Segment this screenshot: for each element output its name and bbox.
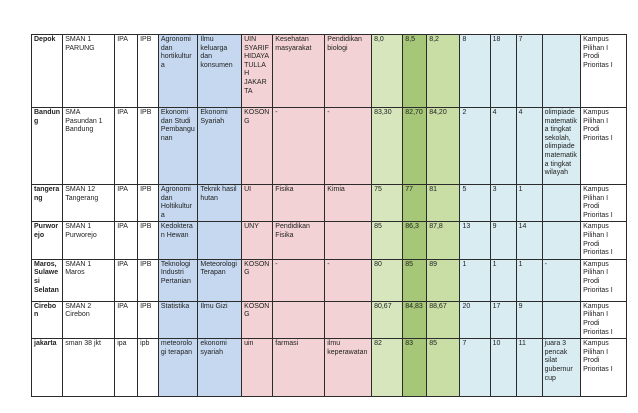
cell-n2: 85 xyxy=(403,259,427,301)
cell-kota: Bandung xyxy=(32,108,63,185)
cell-prestasi xyxy=(542,222,580,259)
cell-univ: uin xyxy=(242,339,273,397)
cell-p1: 7 xyxy=(460,339,490,397)
cell-prestasi: - xyxy=(542,259,580,301)
cell-n2: 84,83 xyxy=(403,301,427,338)
cell-prestasi: olimpiade matematika tingkat sekolah, olimpiade matematika tingkat wilayah xyxy=(542,108,580,185)
cell-prodi3: Kesehatan masyarakat xyxy=(273,35,325,108)
cell-prodi4: Kimia xyxy=(325,185,372,222)
table-row xyxy=(32,301,627,338)
cell-univ: KOSONG xyxy=(242,108,273,185)
cell-n2: 82,70 xyxy=(403,108,427,185)
cell-prodi1: meteorologi terapan xyxy=(158,339,198,397)
cell-prodi1: Ekonomi dan Studi Pembangunan xyxy=(158,108,198,185)
cell-n1: 8,0 xyxy=(372,35,403,108)
cell-p1: 1 xyxy=(460,259,490,301)
cell-p3: 7 xyxy=(516,35,542,108)
cell-kota: Purworejo xyxy=(32,222,63,259)
cell-n3: 84,20 xyxy=(427,108,460,185)
cell-p1: 8 xyxy=(460,35,490,108)
cell-prestasi: juara 3 pencak silat gubernur cup xyxy=(542,339,580,397)
cell-prodi3: - xyxy=(273,108,325,185)
cell-ket: Kampus Pilihan I Prodi Prioritas I xyxy=(581,35,627,108)
cell-prodi1: Agronomi dan Holtikultura xyxy=(158,185,198,222)
cell-jalur: IPB xyxy=(138,185,159,222)
cell-p2: 18 xyxy=(490,35,516,108)
cell-n3: 85 xyxy=(427,339,460,397)
cell-ket: Kampus Pilihan I Prodi Prioritas I xyxy=(581,301,627,338)
cell-n1: 80,67 xyxy=(372,301,403,338)
cell-jurusan: IPA xyxy=(115,185,138,222)
table-row xyxy=(32,339,627,397)
cell-univ: UNY xyxy=(242,222,273,259)
cell-prodi2: Ekonomi Syariah xyxy=(198,108,242,185)
cell-n1: 82 xyxy=(372,339,403,397)
cell-prodi2 xyxy=(198,222,242,259)
cell-jurusan: IPA xyxy=(115,108,138,185)
cell-sekolah: SMA Pasundan 1 Bandung xyxy=(63,108,115,185)
cell-jurusan: IPA xyxy=(115,259,138,301)
cell-ket: Kampus Pilihan I Prodi Prioritas I xyxy=(581,339,627,397)
cell-univ: UIN SYARIF HIDAYATULLAH JAKARTA xyxy=(242,35,273,108)
cell-n1: 85 xyxy=(372,222,403,259)
cell-ket: Kampus Pilihan I Prodi Prioritas I xyxy=(581,259,627,301)
cell-prodi2: Ilmu keluarga dan konsumen xyxy=(198,35,242,108)
cell-p1: 5 xyxy=(460,185,490,222)
cell-univ: UI xyxy=(242,185,273,222)
cell-prodi3: Fisika xyxy=(273,185,325,222)
cell-p2: 1 xyxy=(490,259,516,301)
cell-jalur: IPB xyxy=(138,35,159,108)
cell-prodi4 xyxy=(325,301,372,338)
cell-p3: 9 xyxy=(516,301,542,338)
cell-prodi4: - xyxy=(325,259,372,301)
cell-jurusan: ipa xyxy=(115,339,138,397)
cell-n1: 83,30 xyxy=(372,108,403,185)
cell-prodi1: Kedokteran Hewan xyxy=(158,222,198,259)
table-row xyxy=(32,185,627,222)
cell-prestasi xyxy=(542,35,580,108)
table-row xyxy=(32,222,627,259)
cell-p1: 13 xyxy=(460,222,490,259)
cell-kota: Cirebon xyxy=(32,301,63,338)
cell-jalur: IPB xyxy=(138,108,159,185)
cell-n2: 83 xyxy=(403,339,427,397)
table-row xyxy=(32,108,627,185)
cell-prodi2: Teknik hasil hutan xyxy=(198,185,242,222)
table-row xyxy=(32,259,627,301)
cell-prodi4: - xyxy=(325,108,372,185)
cell-jalur: IPB xyxy=(138,222,159,259)
cell-prodi1: Statistika xyxy=(158,301,198,338)
cell-p2: 10 xyxy=(490,339,516,397)
cell-ket: Kampus Pilihan I Prodi Prioritas I xyxy=(581,185,627,222)
cell-kota: Maros, Sulawesi Selatan xyxy=(32,259,63,301)
cell-prodi3: Pendidikan Fisika xyxy=(273,222,325,259)
cell-ket: Kampus Pilihan I Prodi Prioritas I xyxy=(581,222,627,259)
cell-kota: tangerang xyxy=(32,185,63,222)
cell-p2: 3 xyxy=(490,185,516,222)
cell-prodi3: farmasi xyxy=(273,339,325,397)
student-data-table xyxy=(31,34,627,397)
cell-n2: 77 xyxy=(403,185,427,222)
cell-sekolah: SMAN 1 Maros xyxy=(63,259,115,301)
cell-prodi3: - xyxy=(273,259,325,301)
cell-prodi2: ekonomi syariah xyxy=(198,339,242,397)
cell-univ: KOSONG xyxy=(242,259,273,301)
cell-kota: jakarta xyxy=(32,339,63,397)
cell-jurusan: IPA xyxy=(115,222,138,259)
cell-n3: 87,8 xyxy=(427,222,460,259)
cell-univ: KOSONG xyxy=(242,301,273,338)
cell-p3: 1 xyxy=(516,259,542,301)
cell-ket: Kampus Pilihan I Prodi Prioritas I xyxy=(581,108,627,185)
cell-sekolah: SMAN 2 Cirebon xyxy=(63,301,115,338)
cell-prestasi xyxy=(542,185,580,222)
cell-n3: 89 xyxy=(427,259,460,301)
cell-p2: 17 xyxy=(490,301,516,338)
cell-p3: 4 xyxy=(516,108,542,185)
cell-prodi3 xyxy=(273,301,325,338)
cell-sekolah: sman 38 jkt xyxy=(63,339,115,397)
cell-p3: 1 xyxy=(516,185,542,222)
cell-sekolah: SMAN 1 PARUNG xyxy=(63,35,115,108)
cell-p1: 20 xyxy=(460,301,490,338)
cell-n1: 75 xyxy=(372,185,403,222)
cell-n3: 81 xyxy=(427,185,460,222)
cell-n2: 86,3 xyxy=(403,222,427,259)
cell-n3: 88,67 xyxy=(427,301,460,338)
cell-prodi2: Meteorologi Terapan xyxy=(198,259,242,301)
cell-prodi1: Agronomi dan hortikultura xyxy=(158,35,198,108)
cell-p3: 11 xyxy=(516,339,542,397)
cell-p3: 14 xyxy=(516,222,542,259)
cell-jalur: ipb xyxy=(138,339,159,397)
cell-jurusan: IPA xyxy=(115,35,138,108)
cell-prodi4: Pendidikan biologi xyxy=(325,35,372,108)
cell-jalur: IPB xyxy=(138,301,159,338)
cell-sekolah: SMAN 1 Purworejo xyxy=(63,222,115,259)
cell-n2: 8,5 xyxy=(403,35,427,108)
cell-sekolah: SMAN 12 Tangerang xyxy=(63,185,115,222)
cell-prodi4: ilmu keperawatan xyxy=(325,339,372,397)
cell-p1: 2 xyxy=(460,108,490,185)
cell-kota: Depok xyxy=(32,35,63,108)
cell-p2: 4 xyxy=(490,108,516,185)
cell-prestasi xyxy=(542,301,580,338)
cell-prodi1: Teknologi Industri Pertanian xyxy=(158,259,198,301)
cell-prodi2: Ilmu Gizi xyxy=(198,301,242,338)
cell-jalur: IPB xyxy=(138,259,159,301)
cell-p2: 9 xyxy=(490,222,516,259)
cell-jurusan: IPA xyxy=(115,301,138,338)
cell-prodi4 xyxy=(325,222,372,259)
cell-n1: 80 xyxy=(372,259,403,301)
cell-n3: 8,2 xyxy=(427,35,460,108)
table-row xyxy=(32,35,627,108)
